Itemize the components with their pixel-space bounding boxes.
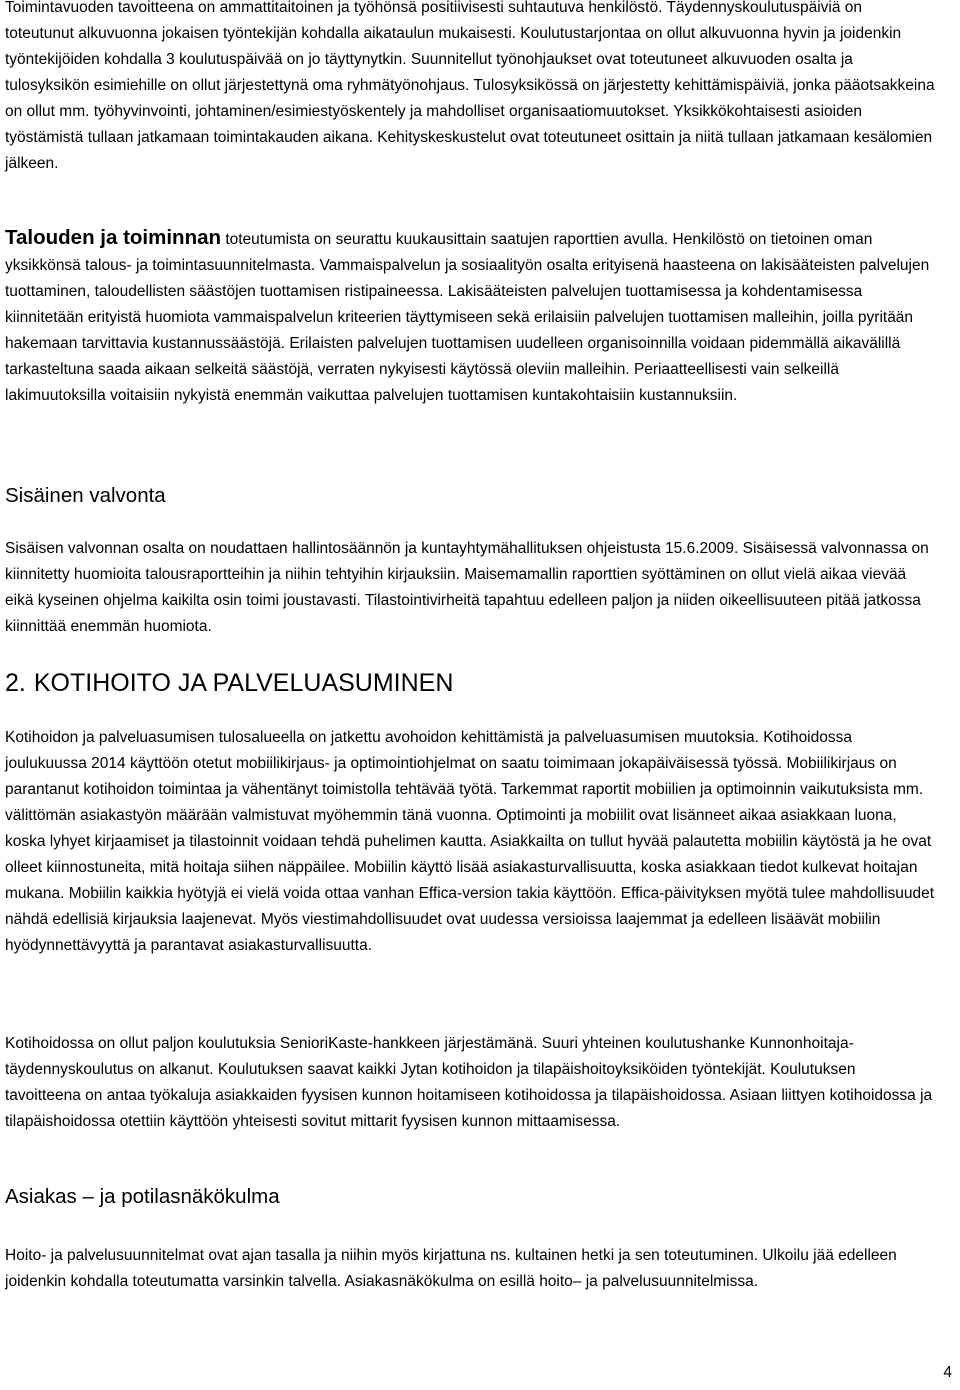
asiakas-paragraph: Hoito- ja palvelusuunnitelmat ovat ajan tasalla ja niihin myös kirjattuna ns. kultainen hetki ja sen toteutuminen. Ulkoilu jää edelleen joidenkin kohdalla toteutumatta varsinkin talvella. Asiakasnäkökulma on esillä hoito– ja palvelusuunnitelmissa. xyxy=(5,1247,897,1290)
talous-paragraph-block xyxy=(5,225,935,409)
kotihoito-paragraph-2: Kotihoidossa on ollut paljon koulutuksia SenioriKaste-hankkeen järjestämänä. Suuri yhteinen koulutushanke Kunnonhoitaja-täydennyskoulutus on alkanut. Koulutuksen saavat kaikki Jytan kotihoidon ja tilapäishoitoyksiköiden työntekijät. Koulutuksen tavoitteena on antaa työkaluja asiakkaiden fyysisen kunnon hoitamiseen kotihoidossa ja tilapäishoidossa. Asiaan liittyen kotihoidossa ja tilapäishoidossa otettiin käyttöön yhteisesti sovitut mittarit fyysisen kunnon mittaamisessa. xyxy=(5,1035,933,1130)
chapter-number: 2. xyxy=(5,669,26,697)
sisainen-valvonta-paragraph: Sisäisen valvonnan osalta on noudattaen hallintosäännön ja kuntayhtymähallituksen ohjeistusta 15.6.2009. Sisäisessä valvonnassa on kiinnitetty huomioita talousraportteihin ja niihin tehtyihin kirjauksiin. Maisemamallin raporttien syöttäminen on ollut vielä aikaa vievää eikä kyseinen ohjelma kaikilta osin toimi joustavasti. Tilastointivirheitä tapahtuu edelleen paljon ja niiden oikeellisuuteen pitää jatkossa kiinnittää enemmän huomiota. xyxy=(5,540,929,635)
asiakas-block xyxy=(5,1243,935,1295)
asiakas-heading: Asiakas – ja potilasnäkökulma xyxy=(5,1185,280,1208)
talous-text: toteutumista on seurattu kuukausittain saatujen raporttien avulla. Henkilöstö on tietoinen oman yksikkönsä talous- ja toimintasuunnitelmasta. Vammaispalvelun ja sosiaalityön osalta erityisenä haasteena on lakisääteisten palvelujen tuottaminen, taloudellisten säästöjen tuottamisen ristipaineessa. Lakisääteisten palvelujen tuottamisessa ja kohdentamisessa kiinnitetään erityistä huomiota vammaispalvelun kriteerien täyttymiseen sekä erilaisiin palvelujen tuottamisen malleihin, joilla pyritään hakemaan tarvittavia kustannussäästöjä. Erilaisten palvelujen tuottamisen uudelleen organisoinnilla voidaan pidemmällä aikavälillä tarkasteltuna saada aikaan selkeitä säästöjä, verraten nykyisesti käytössä oleviin malleihin. Periaatteellisesti vain selkeillä lakimuutoksilla voitaisiin nykyistä enemmän vaikuttaa palvelujen tuottamisen kuntakohtaisiin kustannuksiin. xyxy=(5,231,930,404)
sisainen-valvonta-heading: Sisäinen valvonta xyxy=(5,484,166,507)
kotihoito-paragraph-1-block xyxy=(5,725,935,959)
chapter-heading xyxy=(5,668,453,698)
talous-paragraph xyxy=(5,225,935,409)
page-number: 4 xyxy=(943,1364,952,1381)
chapter-title: KOTIHOITO JA PALVELUASUMINEN xyxy=(33,669,454,697)
intro-paragraph: Toimintavuoden tavoitteena on ammattitaitoinen ja työhönsä positiivisesti suhtautuva henkilöstö. Täydennyskoulutuspäiviä on toteutunut alkuvuonna jokaisen työntekijän kohdalla aikataulun mukaisesti. Koulutustarjontaa on ollut alkuvuonna hyvin ja joidenkin työntekijöiden kohdalla 3 koulutuspäivää on jo täyttynytkin. Suunnitellut työnohjaukset ovat toteutuneet alkuvuoden osalta ja tulosyksikön esimiehille on ollut järjestettynä oma ryhmätyönohjaus. Tulosyksikössä on järjestetty kehittämispäiviä, jonka pääotsakkeina on ollut mm. työhyvinvointi, johtaminen/esimiestyöskentely ja mahdolliset organisaatiomuutokset. Yksikkökohtaisesti asioiden työstämistä tullaan jatkamaan toimintakauden aikana. Kehityskeskustelut ovat toteutuneet osittain ja niitä tullaan jatkamaan kesälomien jälkeen. xyxy=(5,0,935,172)
intro-paragraph-block xyxy=(5,0,935,177)
talous-heading: Talouden ja toiminnan xyxy=(5,226,222,249)
sisainen-valvonta-block xyxy=(5,536,935,640)
kotihoito-paragraph-2-block xyxy=(5,1031,935,1135)
kotihoito-paragraph-1: Kotihoidon ja palveluasumisen tulosalueella on jatkettu avohoidon kehittämistä ja palveluasumisen muutoksia. Kotihoidossa joulukuussa 2014 käyttöön otetut mobiilikirjaus- ja optimointiohjelmat on saatu toimimaan jokapäiväisessä työssä. Mobiilikirjaus on parantanut kotihoidon toimintaa ja vähentänyt toimistolla tehtävää työtä. Tarkemmat raportit mobiilien ja optimoinnin vaikutuksista mm. välittömän asiakastyön määrään valmistuvat myöhemmin tänä vuonna. Optimointi ja mobiilit ovat lisänneet aikaa asiakkaan luona, koska lyhyet kirjaamiset ja tilastoinnit voidaan tehdä puhelimen kautta. Asiakkailta on tullut hyvää palautetta mobiilin käytöstä ja he ovat olleet kiinnostuneita, mitä hoitaja siihen näppäilee. Mobiilin käyttö lisää asiakasturvallisuutta, koska asiakkaan tiedot kulkevat hoitajan mukana. Mobiilin kaikkia hyötyjä ei vielä voida ottaa vanhan Effica-version takia käyttöön. Effica-päivityksen myötä tulee mahdollisuudet nähdä edellisiä kirjauksia laajenevat. Myös viestimahdollisuudet ovat uudessa versioissa laajemmat ja edelleen lisäävät mobiilin hyödynnettävyyttä ja parantavat asiakasturvallisuutta. xyxy=(5,729,935,954)
